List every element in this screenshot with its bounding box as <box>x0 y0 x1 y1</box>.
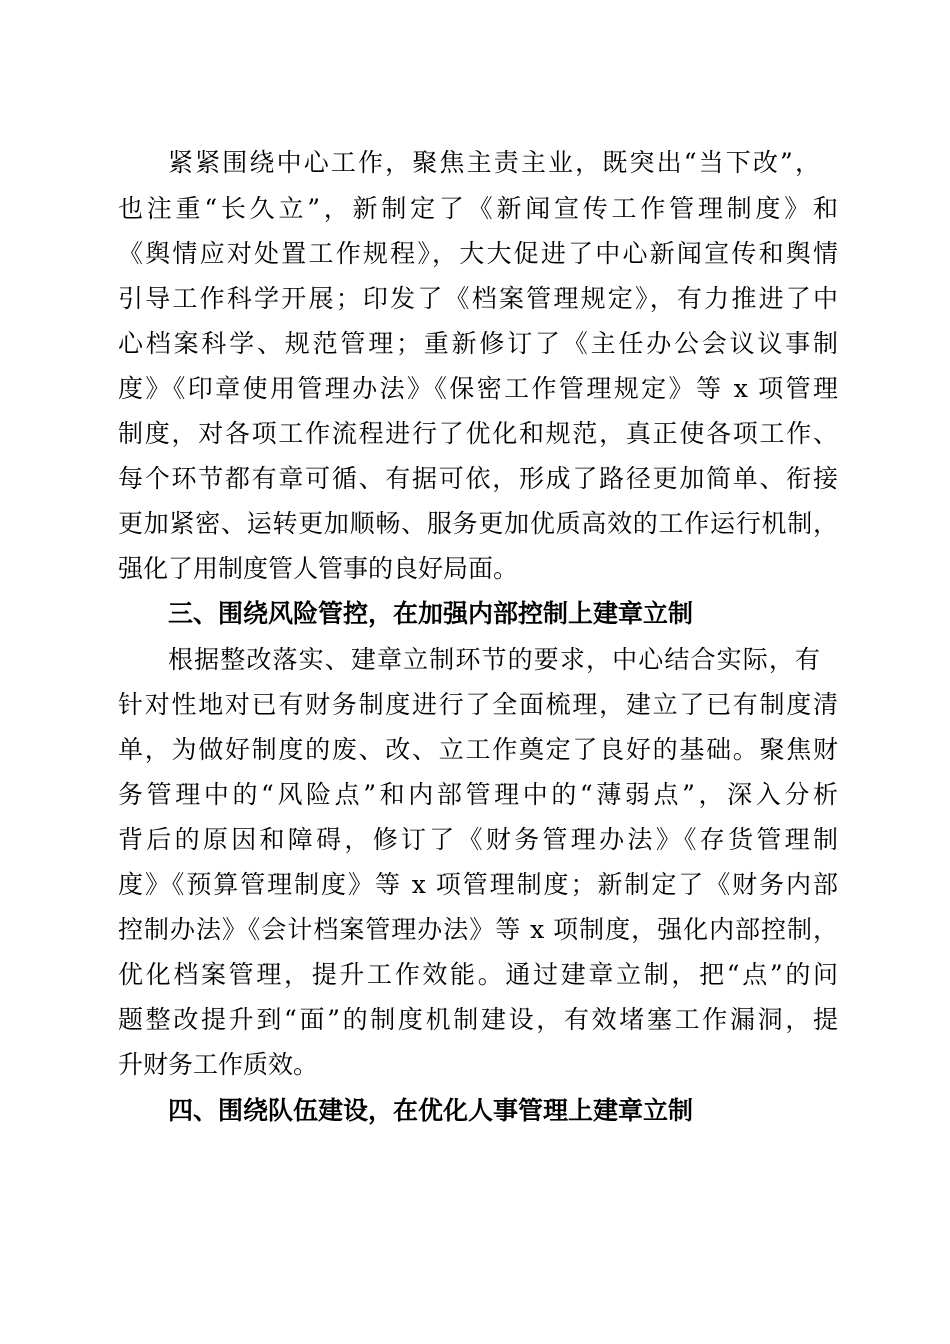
paragraph-line: 更加紧密、运转更加顺畅、服务更加优质高效的工作运行机制， <box>118 509 838 538</box>
paragraph-line: 紧紧围绕中心工作，聚焦主责主业，既突出“当下改”， <box>168 148 820 177</box>
paragraph-line: 也注重“长久立”，新制定了《新闻宣传工作管理制度》和 <box>118 194 838 223</box>
paragraph-line: 单，为做好制度的废、改、立工作奠定了良好的基础。聚焦财 <box>118 735 838 764</box>
paragraph-line: 引导工作科学开展；印发了《档案管理规定》，有力推进了中 <box>118 284 838 313</box>
paragraph-line: 度》《预算管理制度》等 x 项管理制度；新制定了《财务内部 <box>118 870 838 899</box>
paragraph-line: 根据整改落实、建章立制环节的要求，中心结合实际，有 <box>168 645 820 674</box>
paragraph-line: 度》《印章使用管理办法》《保密工作管理规定》等 x 项管理 <box>118 374 838 403</box>
paragraph-line: 强化了用制度管人管事的良好局面。 <box>118 554 519 583</box>
paragraph-line: 制度，对各项工作流程进行了优化和规范，真正使各项工作、 <box>118 419 838 448</box>
paragraph-line: 优化档案管理，提升工作效能。通过建章立制，把“点”的问 <box>118 960 838 989</box>
paragraph-line: 针对性地对已有财务制度进行了全面梳理，建立了已有制度清 <box>118 690 838 719</box>
paragraph-line: 背后的原因和障碍，修订了《财务管理办法》《存货管理制 <box>118 825 838 854</box>
section-heading-4: 四、围绕队伍建设，在优化人事管理上建章立制 <box>168 1096 694 1125</box>
paragraph-line: 务管理中的“风险点”和内部管理中的“薄弱点”，深入分析 <box>118 780 838 809</box>
paragraph-line: 每个环节都有章可循、有据可依，形成了路径更加简单、衔接 <box>118 464 838 493</box>
section-heading-3: 三、围绕风险管控，在加强内部控制上建章立制 <box>168 599 694 628</box>
paragraph-line: 控制办法》《会计档案管理办法》等 x 项制度，强化内部控制， <box>118 915 838 944</box>
paragraph-line: 《舆情应对处置工作规程》，大大促进了中心新闻宣传和舆情 <box>118 239 838 268</box>
paragraph-line: 题整改提升到“面”的制度机制建设，有效堵塞工作漏洞，提 <box>118 1005 838 1034</box>
paragraph-line: 升财务工作质效。 <box>118 1050 319 1079</box>
paragraph-line: 心档案科学、规范管理；重新修订了《主任办公会议议事制 <box>118 329 838 358</box>
